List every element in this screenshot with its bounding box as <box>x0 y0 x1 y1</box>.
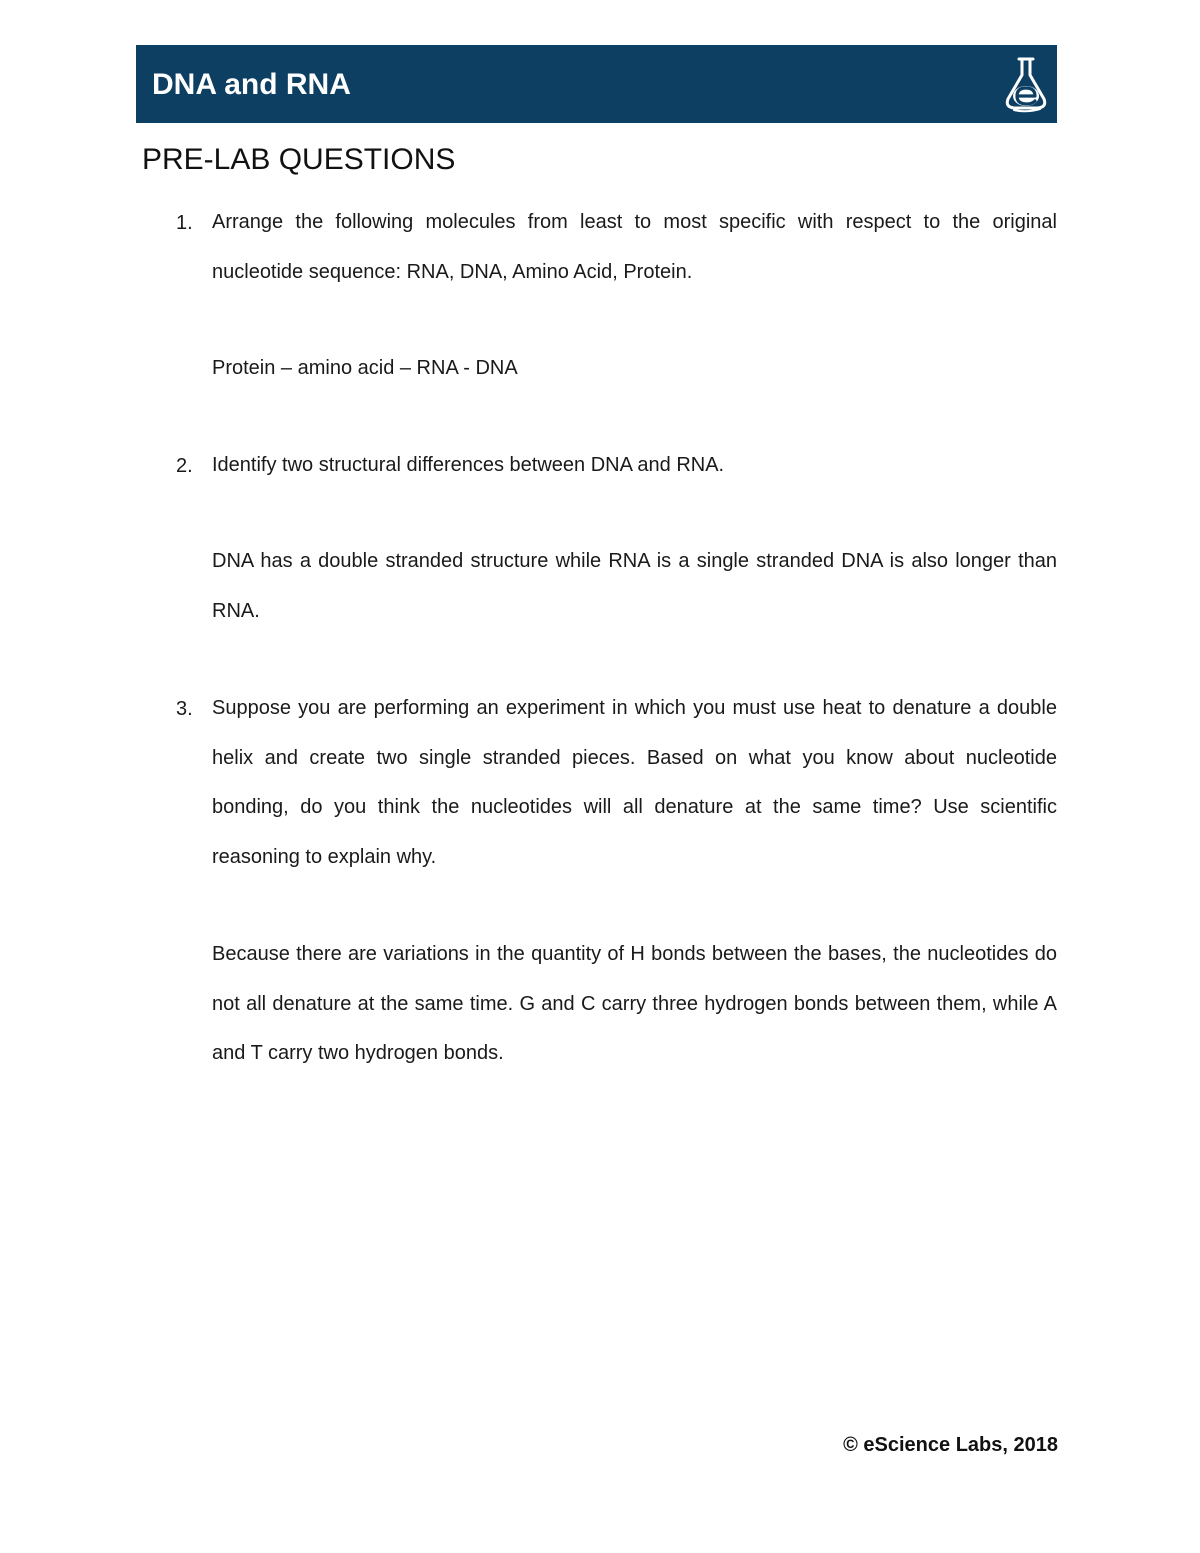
question-number: 3. <box>176 698 193 720</box>
question-number: 2. <box>176 455 193 477</box>
copyright-footer: © eScience Labs, 2018 <box>843 1434 1058 1456</box>
answer-text: DNA has a double stranded structure while RNA is a single stranded DNA is also longer than RNA. <box>212 550 1057 622</box>
question-text: Identify two structural differences between DNA and RNA. <box>212 454 725 476</box>
question-number: 1. <box>176 212 193 234</box>
answer-text: Because there are variations in the quantity of H bonds between the bases, the nucleotides do not all denature at the same time. G and C carry three hydrogen bonds between them, while A and T carry two hydrogen bonds. <box>212 943 1057 1064</box>
document-title: DNA and RNA <box>152 68 351 101</box>
section-title: PRE-LAB QUESTIONS <box>142 143 456 176</box>
question-text: Suppose you are performing an experiment in which you must use heat to denature a double helix and create two single stranded pieces. Based on what you know about nucleotide bonding, do you think the nucleotides will all denature at the same time? Use scientific reasoning to explain why. <box>212 697 1057 868</box>
question-text: Arrange the following molecules from least to most specific with respect to the original nucleotide sequence: RNA, DNA, Amino Acid, Protein. <box>212 211 1057 283</box>
answer-text: Protein – amino acid – RNA - DNA <box>212 357 518 379</box>
